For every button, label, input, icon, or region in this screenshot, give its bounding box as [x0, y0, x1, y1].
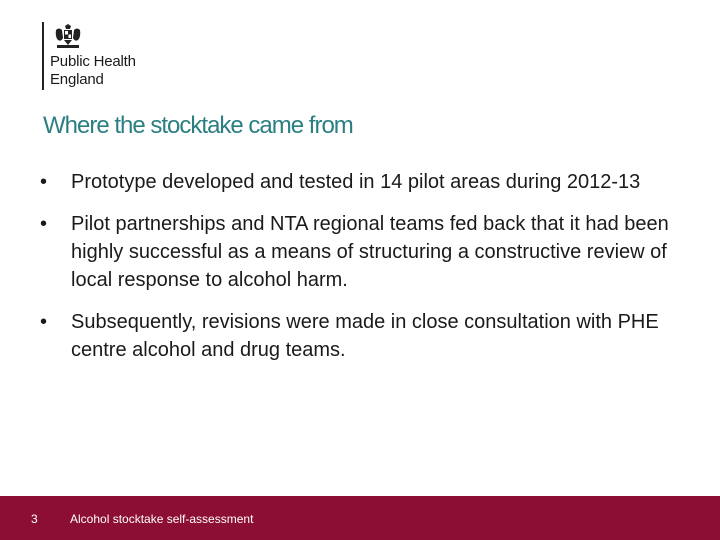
page-number: 3 — [31, 512, 38, 526]
bullet-item — [38, 308, 688, 364]
bullet-marker: • — [40, 213, 48, 235]
bullet-item — [38, 210, 688, 294]
footer-bar — [0, 496, 720, 540]
bullet-marker: • — [40, 311, 48, 333]
logo-line-1: Public Health — [50, 53, 136, 70]
logo-text — [50, 53, 136, 89]
logo-line-2: England — [50, 71, 104, 88]
slide-title: Where the stocktake came from — [43, 112, 353, 139]
logo-divider — [42, 22, 44, 90]
footer-title: Alcohol stocktake self-assessment — [70, 512, 254, 526]
bullet-text: Pilot partnerships and NTA regional teams fed back that it had been highly successful as a means of structuring a constructive review of local response to alcohol harm. — [71, 213, 669, 291]
bullet-text: Prototype developed and tested in 14 pilot areas during 2012-13 — [71, 171, 641, 193]
phe-logo — [42, 22, 192, 94]
bullet-marker: • — [40, 171, 48, 193]
royal-crest-icon — [53, 24, 83, 50]
bullet-list — [38, 168, 688, 378]
bullet-item — [38, 168, 688, 196]
bullet-text: Subsequently, revisions were made in close consultation with PHE centre alcohol and drug teams. — [71, 311, 659, 361]
